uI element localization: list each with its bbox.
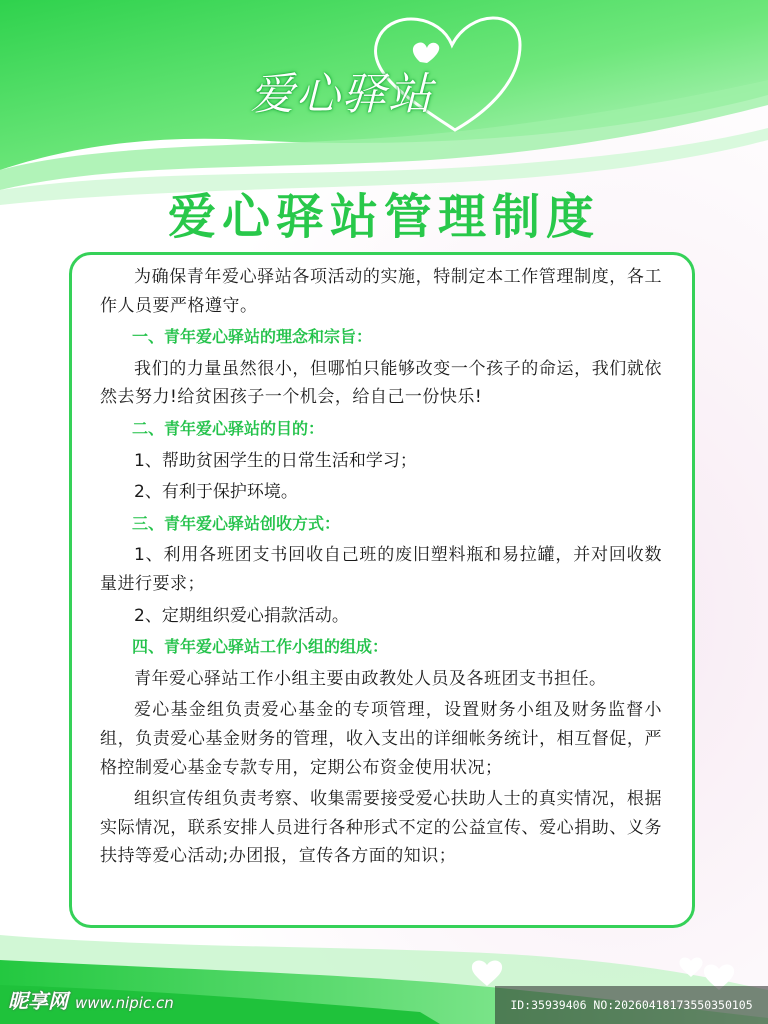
section-2-item-1: 1、帮助贫困学生的日常生活和学习；	[134, 450, 417, 471]
section-3-heading: 三、青年爱心驿站创收方式：	[132, 513, 341, 533]
logo-text: 爱心驿站	[250, 69, 434, 120]
section-4-heading: 四、青年爱心驿站工作小组的组成：	[132, 637, 389, 657]
watermark-url: www.nipic.cn	[74, 994, 174, 1012]
section-3-item-2: 2、定期组织爱心捐款活动。	[134, 605, 349, 626]
section-1-heading: 一、青年爱心驿站的理念和宗旨：	[132, 327, 373, 347]
heart-icon	[678, 955, 704, 979]
section-4-paragraph-1: 青年爱心驿站工作小组主要由政教处人员及各班团支书担任。	[134, 668, 607, 689]
section-2-heading: 二、青年爱心驿站的目的：	[132, 418, 325, 438]
watermark	[8, 985, 174, 1014]
watermark-brand: 昵享网	[8, 989, 68, 1013]
image-id-bar: ID:35939406 NO:20260418173550350105	[495, 986, 768, 1024]
section-2-item-2: 2、有利于保护环境。	[134, 482, 298, 503]
intro-paragraph: 为确保青年爱心驿站各项活动的实施，特制定本工作管理制度，各工作人员要严格遵守。	[100, 267, 662, 316]
content-panel	[69, 252, 695, 928]
page-title: 爱心驿站管理制度	[167, 189, 600, 245]
section-3-item-1: 1、利用各班团支书回收自己班的废旧塑料瓶和易拉罐，并对回收数量进行要求；	[100, 545, 662, 594]
section-4-paragraph-3: 组织宣传组负责考察、收集需要接受爱心扶助人士的真实情况，根据实际情况，联系安排人员进行各种形式不定的公益宣传、爱心捐助、义务扶持等爱心活动;办团报，宣传各方面的知识；	[100, 789, 662, 867]
heart-icon	[470, 958, 504, 988]
section-4-paragraph-2: 爱心基金组负责爱心基金的专项管理，设置财务小组及财务监督小组，负责爱心基金财务的管理，收入支出的详细帐务统计，相互督促，严格控制爱心基金专款专用，定期公布资金使用状况；	[100, 700, 662, 778]
section-1-paragraph: 我们的力量虽然很小，但哪怕只能够改变一个孩子的命运，我们就依然去努力!给贫困孩子一个机会，给自己一份快乐!	[100, 358, 662, 408]
